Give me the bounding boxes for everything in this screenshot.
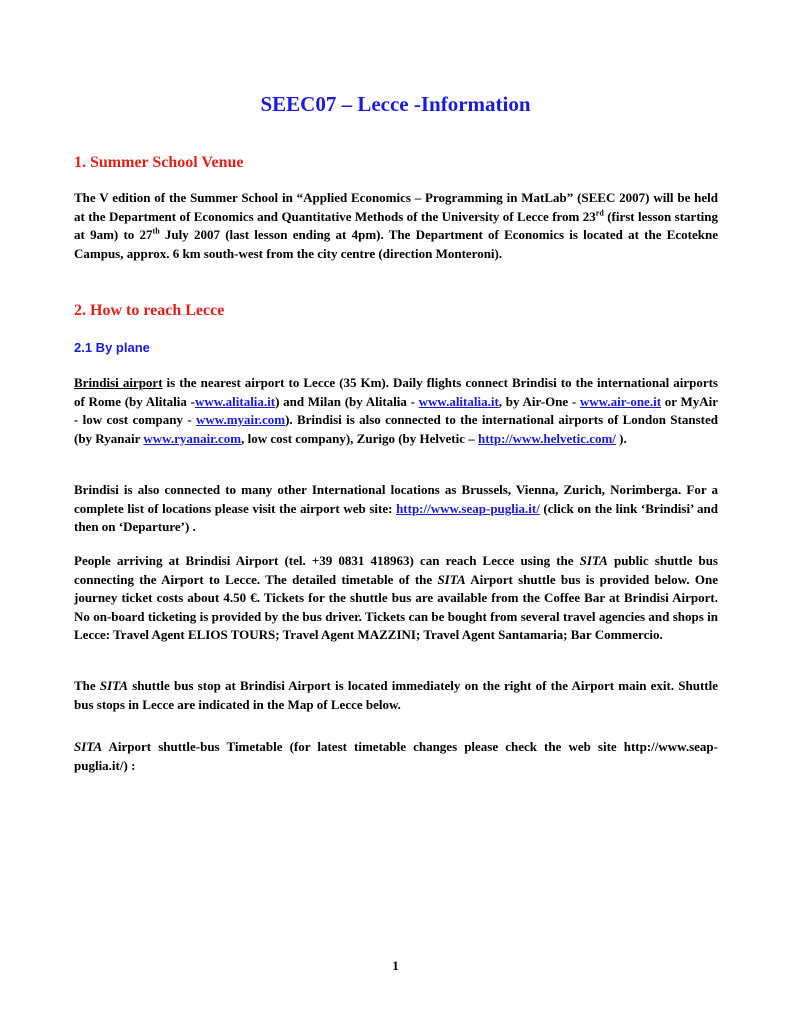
destinations-text-2: (click on the link ‘Brindisi’ and then on ‘Departure’) . bbox=[74, 500, 718, 534]
bus-stop-paragraph bbox=[74, 677, 718, 714]
superscript-th: th bbox=[152, 226, 160, 236]
superscript-rd: rd bbox=[595, 208, 604, 218]
destinations-paragraph bbox=[74, 481, 718, 537]
alitalia-link[interactable]: www.alitalia.it bbox=[194, 393, 276, 409]
section-heading-reach: 2. How to reach Lecce bbox=[74, 302, 225, 319]
shuttle-text-3: Airport shuttle bus is provided below. One journey ticket costs about 4.50 €. Tickets for the shuttle bus are available from the Coffee Bar at Brindisi Airport. No on-board ticketing is provided by the bus driver. Tickets can be bought from several travel agencies and shops in Lecce: Travel Agent ELIOS TOURS; Travel Agent MAZZINI; Travel Agent Santamaria; Bar Commercio. bbox=[74, 571, 718, 642]
alitalia-link-2[interactable]: www.alitalia.it bbox=[418, 393, 499, 409]
ryanair-link[interactable]: www.ryanair.com bbox=[143, 430, 242, 446]
page-title: SEEC07 – Lecce -Information bbox=[260, 92, 531, 116]
airport-text-5: ). Brindisi is also connected to the international airports of London Stansted (by Ryanair bbox=[74, 412, 718, 446]
shuttle-text-2: public shuttle bus connecting the Airport to Lecce. The detailed timetable of the bbox=[74, 553, 718, 587]
section-heading-venue: 1. Summer School Venue bbox=[74, 154, 244, 171]
venue-text-1: The V edition of the Summer School in “Applied Economics – Programming in MatLab” (SEEC 2007) will be held at the Department of Economics and Quantitative Methods of the University of Lecce from 23 bbox=[74, 190, 718, 224]
venue-paragraph bbox=[74, 189, 718, 263]
airport-paragraph bbox=[74, 374, 718, 448]
bus-stop-text-2: shuttle bus stop at Brindisi Airport is located immediately on the right of the Airport main exit. Shuttle bus stops in Lecce are indicated in the Map of Lecce below. bbox=[74, 678, 718, 712]
destinations-text-1: Brindisi is also connected to many other International locations as Brussels, Vienna, Zurich, Norimberga. For a complete list of locations please visit the airport web site: bbox=[74, 482, 718, 516]
page-number: 1 bbox=[392, 958, 399, 973]
timetable-paragraph bbox=[74, 738, 718, 775]
sita-label-1: SITA bbox=[579, 553, 608, 568]
bus-stop-text-1: The bbox=[74, 678, 100, 693]
myair-link[interactable]: www.myair.com bbox=[196, 412, 286, 427]
airport-text-4: or MyAir - low cost company - bbox=[74, 393, 718, 427]
seap-puglia-link[interactable]: http://www.seap-puglia.it/ bbox=[396, 500, 540, 516]
venue-text-3: July 2007 (last lesson ending at 4pm). The Department of Economics is located at the Ecotekne Campus, approx. 6 km south-west from the city centre (direction Monteroni). bbox=[74, 227, 718, 261]
airport-text-2: ) and Milan (by Alitalia - bbox=[275, 393, 419, 409]
sita-label-2: SITA bbox=[437, 571, 466, 587]
airport-text-6: , low cost company), Zurigo (by Helvetic – bbox=[241, 430, 478, 446]
venue-text-2: (first lesson starting at 9am) to 27 bbox=[74, 208, 718, 242]
airport-text-1: is the nearest airport to Lecce (35 Km). Daily flights connect Brindisi to the international airports of Rome (by Alitalia - bbox=[74, 375, 718, 409]
helvetic-link[interactable]: http://www.helvetic.com/ bbox=[478, 430, 616, 446]
sita-label-3: SITA bbox=[99, 678, 129, 693]
shuttle-text-1: People arriving at Brindisi Airport (tel. +39 0831 418963) can reach Lecce using the bbox=[74, 553, 580, 568]
subsection-heading-plane: 2.1 By plane bbox=[74, 340, 150, 355]
timetable-text: Airport shuttle-bus Timetable (for latest timetable changes please check the web site http://www.seap-puglia.it/) : bbox=[74, 739, 718, 773]
brindisi-airport-label: Brindisi airport bbox=[74, 375, 163, 390]
shuttle-paragraph bbox=[74, 552, 718, 645]
airport-text-7: ). bbox=[615, 430, 627, 446]
air-one-link[interactable]: www.air-one.it bbox=[579, 393, 662, 409]
airport-text-3: , by Air-One - bbox=[498, 393, 580, 409]
sita-label-4: SITA bbox=[74, 739, 103, 754]
